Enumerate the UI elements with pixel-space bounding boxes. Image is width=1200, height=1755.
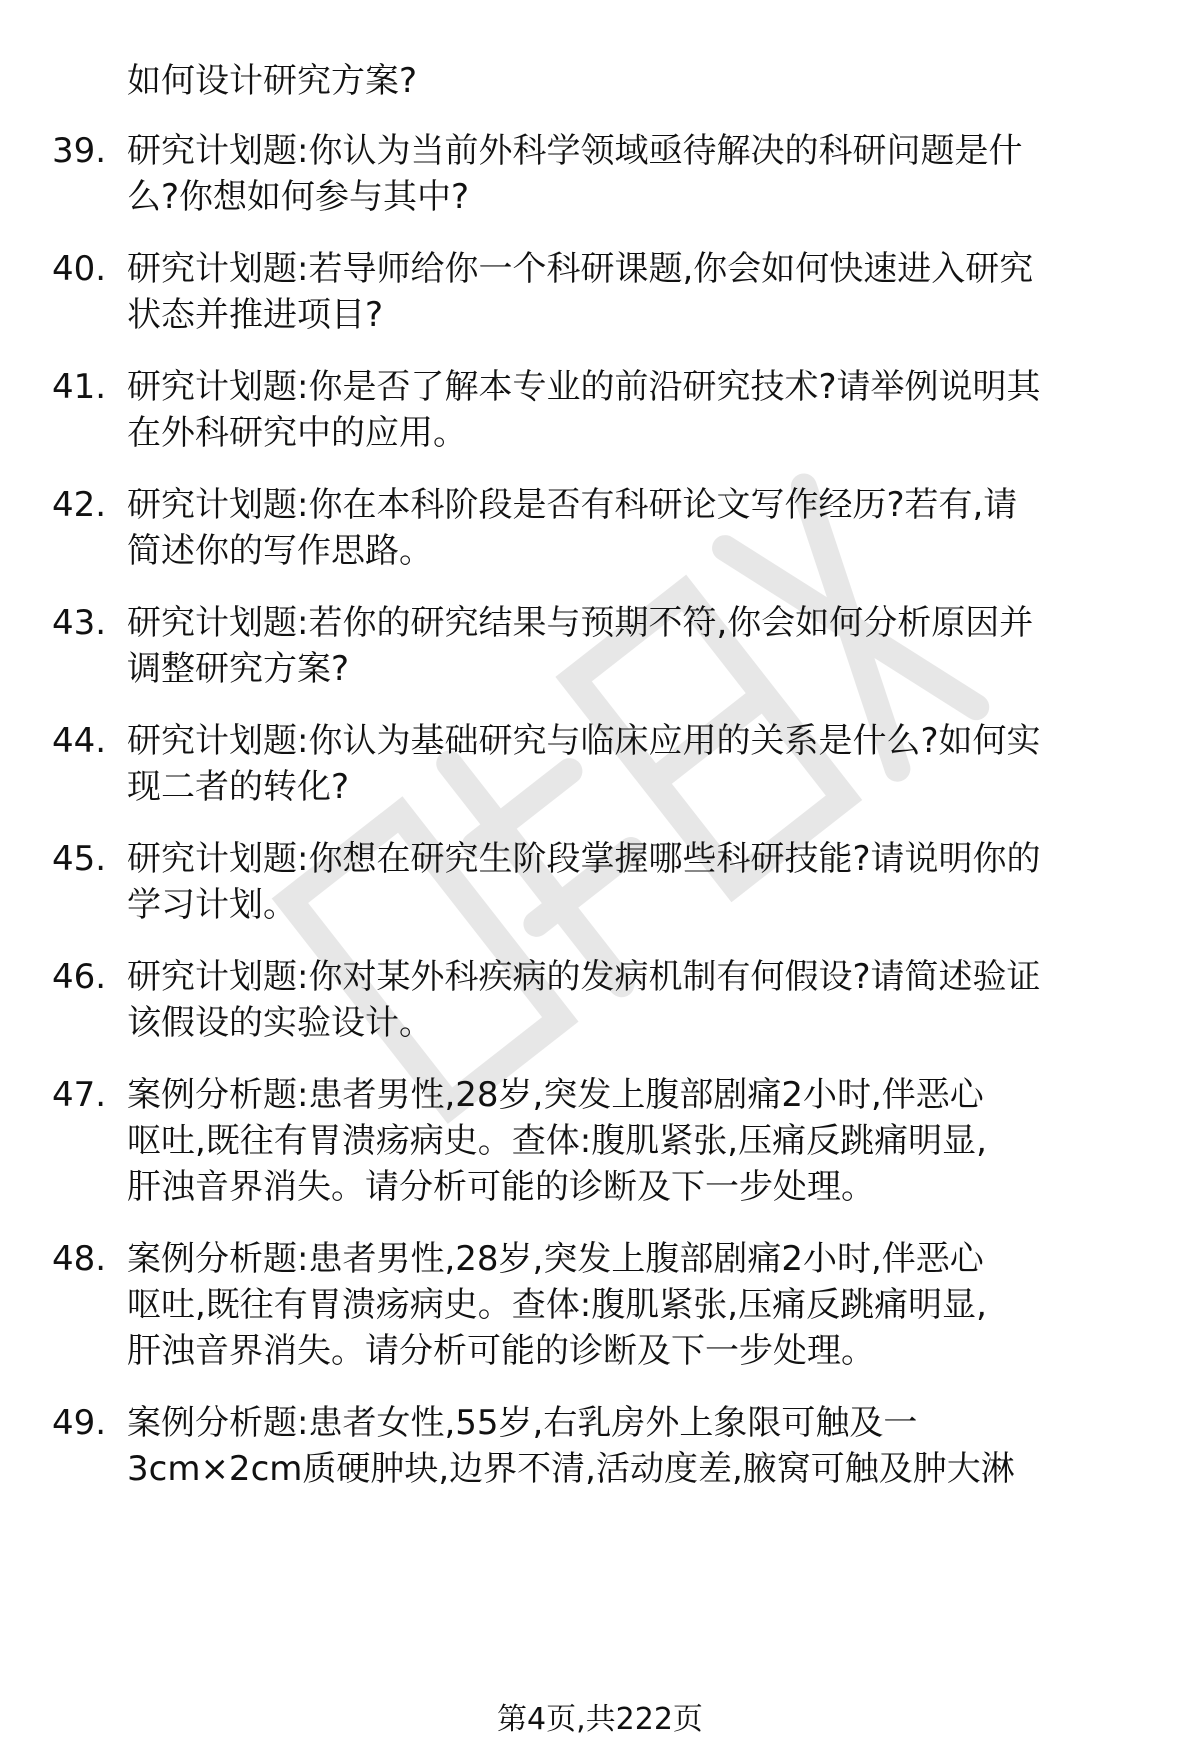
question-text-line: 呕吐,既往有胃溃疡病史。查体:腹肌紧张,压痛反跳痛明显, — [127, 1121, 987, 1161]
question-number: 42. — [52, 485, 107, 525]
question-text-line: 研究计划题:你认为基础研究与临床应用的关系是什么?如何实 — [127, 721, 1041, 761]
question-text-line: 研究计划题:你是否了解本专业的前沿研究技术?请举例说明其 — [127, 367, 1041, 407]
question-text-line: 案例分析题:患者男性,28岁,突发上腹部剧痛2小时,伴恶心 — [127, 1239, 984, 1279]
question-text — [127, 1072, 1137, 1210]
question-text-line: 研究计划题:你认为当前外科学领域亟待解决的科研问题是什 — [127, 131, 1023, 171]
continuation-text: 如何设计研究方案? — [127, 61, 418, 101]
question-number: 43. — [52, 603, 107, 643]
question-text-line: 现二者的转化? — [127, 767, 350, 807]
question-text-line: 肝浊音界消失。请分析可能的诊断及下一步处理。 — [127, 1167, 875, 1207]
question-text-line: 状态并推进项目? — [127, 295, 384, 335]
question-text — [127, 364, 1137, 456]
question-text — [127, 1400, 1137, 1492]
question-text — [127, 1236, 1137, 1374]
question-text-line: 呕吐,既往有胃溃疡病史。查体:腹肌紧张,压痛反跳痛明显, — [127, 1285, 987, 1325]
question-text — [127, 600, 1137, 692]
question-text-line: 研究计划题:你想在研究生阶段掌握哪些科研技能?请说明你的 — [127, 839, 1041, 879]
question-text — [127, 246, 1137, 338]
question-text-line: 么?你想如何参与其中? — [127, 177, 470, 217]
question-text — [127, 836, 1137, 928]
question-text-line: 研究计划题:若你的研究结果与预期不符,你会如何分析原因并 — [127, 603, 1034, 643]
question-text-line: 研究计划题:你对某外科疾病的发病机制有何假设?请简述验证 — [127, 957, 1041, 997]
question-text-line: 肝浊音界消失。请分析可能的诊断及下一步处理。 — [127, 1331, 875, 1371]
question-text-line: 调整研究方案? — [127, 649, 350, 689]
question-number: 49. — [52, 1403, 107, 1443]
question-number: 48. — [52, 1239, 107, 1279]
question-number: 40. — [52, 249, 107, 289]
question-number: 46. — [52, 957, 107, 997]
question-text — [127, 954, 1137, 1046]
question-text-line: 该假设的实验设计。 — [127, 1003, 433, 1043]
question-number: 41. — [52, 367, 107, 407]
question-text — [127, 482, 1137, 574]
page-footer: 第4页,共222页 — [497, 1702, 703, 1737]
question-text-line: 案例分析题:患者女性,55岁,右乳房外上象限可触及一 — [127, 1403, 918, 1443]
question-number: 44. — [52, 721, 107, 761]
question-text-line: 在外科研究中的应用。 — [127, 413, 467, 453]
question-text — [127, 718, 1137, 810]
question-number: 45. — [52, 839, 107, 879]
question-number: 39. — [52, 131, 107, 171]
question-text — [127, 128, 1137, 220]
question-text-line: 简述你的写作思路。 — [127, 531, 433, 571]
question-text-line: 学习计划。 — [127, 885, 297, 925]
question-text-line: 3cm×2cm质硬肿块,边界不清,活动度差,腋窝可触及肿大淋 — [127, 1449, 1015, 1489]
question-text-line: 研究计划题:你在本科阶段是否有科研论文写作经历?若有,请 — [127, 485, 1018, 525]
question-text-line: 研究计划题:若导师给你一个科研课题,你会如何快速进入研究 — [127, 249, 1034, 289]
question-text-line: 案例分析题:患者男性,28岁,突发上腹部剧痛2小时,伴恶心 — [127, 1075, 984, 1115]
question-number: 47. — [52, 1075, 107, 1115]
